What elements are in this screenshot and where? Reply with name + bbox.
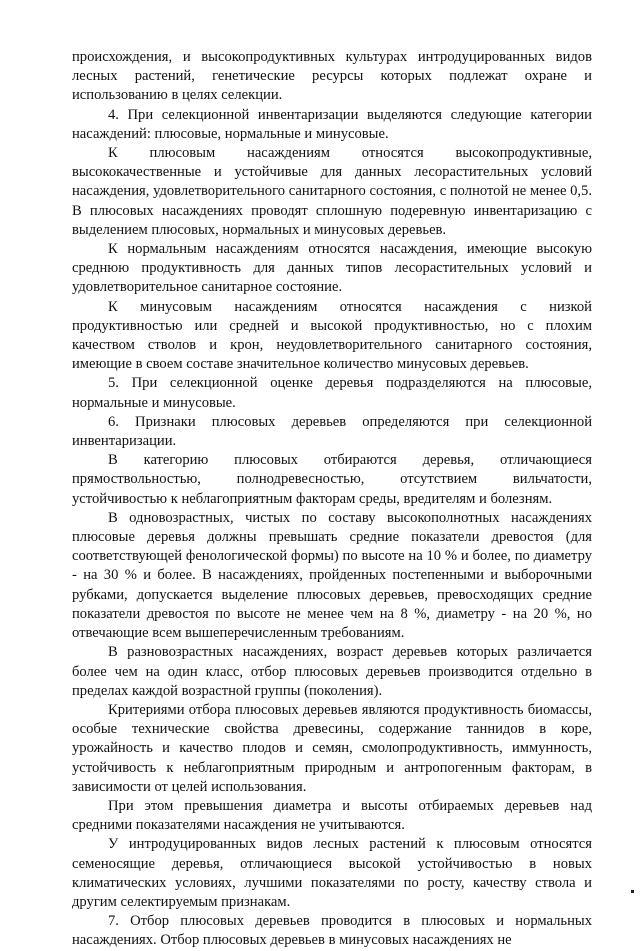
paragraph-plus-trees-category: В категорию плюсовых отбираются деревья, отличающиеся прямоствольностью, полнодревесностью, отсутствием вильчатости, устойчивостью к неблагоприятным факторам среды, вредителям и болезням. [72, 452, 592, 507]
scan-speck [631, 890, 634, 893]
paragraph-normal-stands: К нормальным насаждениям относятся насаждения, имеющие высокую среднюю продуктивность для данных типов лесорастительных условий и удовлетворительное санитарное состояние. [72, 241, 592, 296]
paragraph-plus-stands: К плюсовым насаждениям относятся высокопродуктивные, высококачественные и устойчивые для данных лесорастительных условий насаждения, удовлетворительного санитарного состояния, с полнотой не менее 0,5. В плюсовых насаждениях проводят сплошную подеревную инвентаризацию с выделением плюсовых, нормальных и минусовых деревьев. [72, 145, 592, 238]
paragraph-item-5: 5. При селекционной оценке деревья подразделяются на плюсовые, нормальные и минусовые. [72, 375, 592, 411]
paragraph-item-7: 7. Отбор плюсовых деревьев проводится в плюсовых и нормальных насаждениях. Отбор плюсовых деревьев в минусовых насаждениях не [72, 913, 592, 949]
paragraph-uneven-aged-stands: В разновозрастных насаждениях, возраст деревьев которых различается более чем на один класс, отбор плюсовых деревьев производится отдельно в пределах каждой возрастной группы (поколения). [72, 644, 592, 699]
paragraph-item-4: 4. При селекционной инвентаризации выделяются следующие категории насаждений: плюсовые, нормальные и минусовые. [72, 106, 592, 142]
document-page [72, 48, 592, 951]
paragraph-excess-not-counted: При этом превышения диаметра и высоты отбираемых деревьев над средними показателями насаждения не учитываются. [72, 797, 592, 834]
paragraph-even-aged-stands: В одновозрастных, чистых по составу высокополнотных насаждениях плюсовые деревья должны превышать средние показатели древостоя (для соответствующей фенологической формы) по высоте на 10 % и более, по диаметру - на 30 % и более. В насаждениях, пройденных постепенными и выборочными рубками, допускается выделение плюсовых деревьев, превосходящих средние показатели древостоя по высоте не менее чем на 8 %, диаметру - на 20 %, но отвечающие всем вышеперечисленным требованиям. [72, 509, 592, 642]
paragraph-item-6: 6. Признаки плюсовых деревьев определяются при селекционной инвентаризации. [72, 413, 592, 450]
paragraph-continued: происхождения, и высокопродуктивных культурах интродуцированных видов лесных растений, генетические ресурсы которых подлежат охране и использованию в целях селекции. [72, 49, 592, 104]
paragraph-minus-stands: К минусовым насаждениям относятся насаждения с низкой продуктивностью или средней и высокой продуктивностью, но с плохим качеством стволов и крон, неудовлетворительного санитарного состояния, имеющие в своем составе значительное количество минусовых деревьев. [72, 298, 592, 373]
paragraph-introduced-species: У интродуцированных видов лесных растений к плюсовым относятся семеносящие деревья, отличающиеся высокой устойчивостью в новых климатических условиях, лучшими показателями по росту, качеству ствола и другим селектируемым признакам. [72, 836, 592, 910]
paragraph-selection-criteria: Критериями отбора плюсовых деревьев являются продуктивность биомассы, особые технические свойства древесины, содержание таннидов в коре, урожайность и качество плодов и семян, смолопродуктивность, иммунность, устойчивость к неблагоприятным природным и антропогенным факторам, в зависимости от целей использования. [72, 701, 592, 795]
